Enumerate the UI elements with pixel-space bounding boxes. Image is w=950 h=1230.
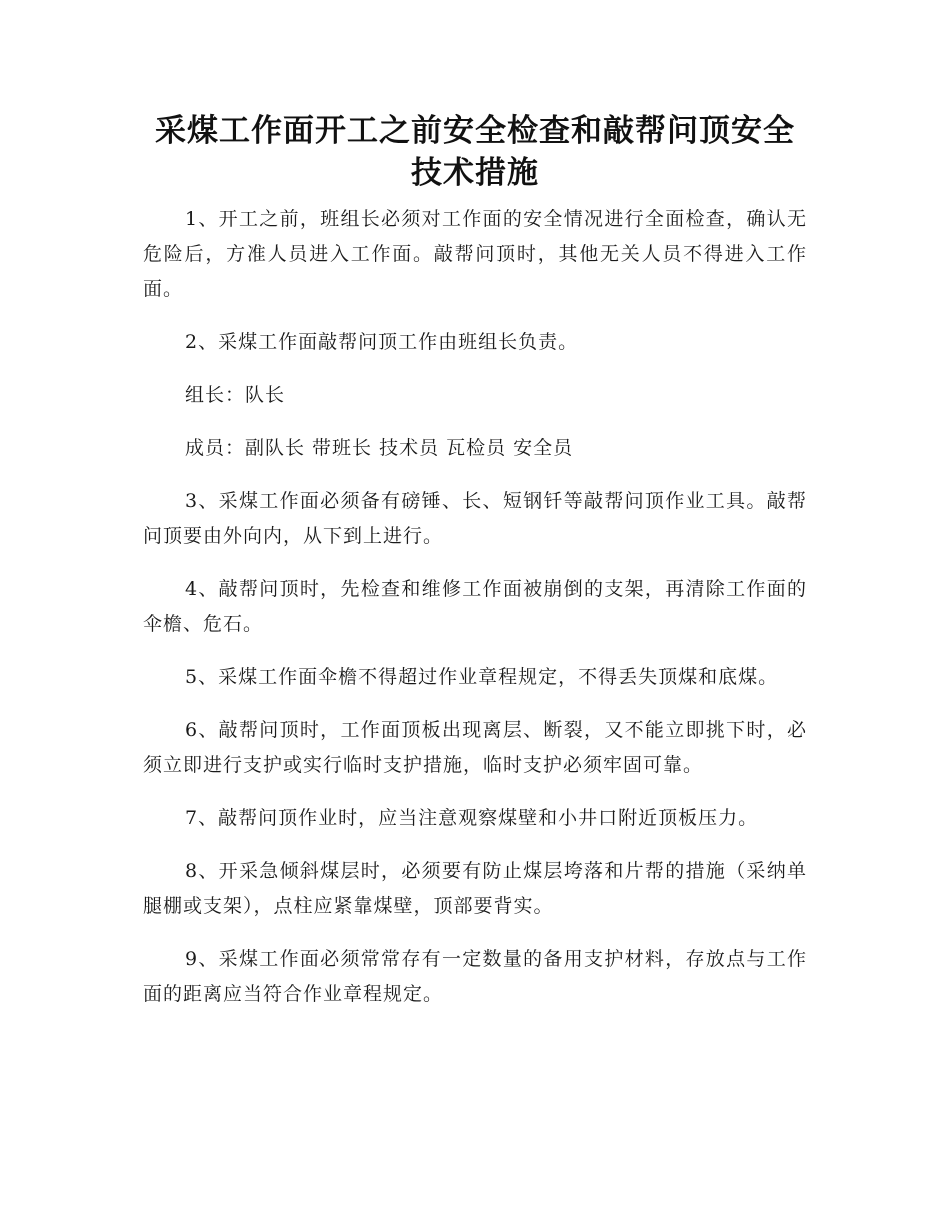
paragraph-3: 3、采煤工作面必须备有磅锤、长、短钢钎等敲帮问顶作业工具。敲帮问顶要由外向内，从下到上进行。 xyxy=(143,490,807,547)
paragraph-7: 7、敲帮问顶作业时，应当注意观察煤壁和小井口附近顶板压力。 xyxy=(185,807,759,829)
paragraph-team-leader: 组长：队长 xyxy=(185,384,286,406)
paragraph-4: 4、敲帮问顶时，先检查和维修工作面被崩倒的支架，再清除工作面的伞檐、危石。 xyxy=(143,578,807,635)
paragraph-1: 1、开工之前，班组长必须对工作面的安全情况进行全面检查，确认无危险后，方准人员进入工作面。敲帮问顶时，其他无关人员不得进入工作面。 xyxy=(143,208,807,300)
paragraph-5: 5、采煤工作面伞檐不得超过作业章程规定，不得丢失顶煤和底煤。 xyxy=(185,666,779,688)
document-title: 采煤工作面开工之前安全检查和敲帮问顶安全技术措施 xyxy=(155,113,795,191)
paragraph-8: 8、开采急倾斜煤层时，必须要有防止煤层垮落和片帮的措施（采纳单腿棚或支架），点柱应紧靠煤壁，顶部要背实。 xyxy=(143,860,807,917)
paragraph-2: 2、采煤工作面敲帮问顶工作由班组长负责。 xyxy=(185,331,579,353)
paragraph-team-members: 成员：副队长 带班长 技术员 瓦检员 安全员 xyxy=(185,437,574,459)
paragraph-6: 6、敲帮问顶时，工作面顶板出现离层、断裂，又不能立即挑下时，必须立即进行支护或实行临时支护措施，临时支护必须牢固可靠。 xyxy=(143,719,807,776)
paragraph-9: 9、采煤工作面必须常常存有一定数量的备用支护材料，存放点与工作面的距离应当符合作业章程规定。 xyxy=(143,948,807,1005)
